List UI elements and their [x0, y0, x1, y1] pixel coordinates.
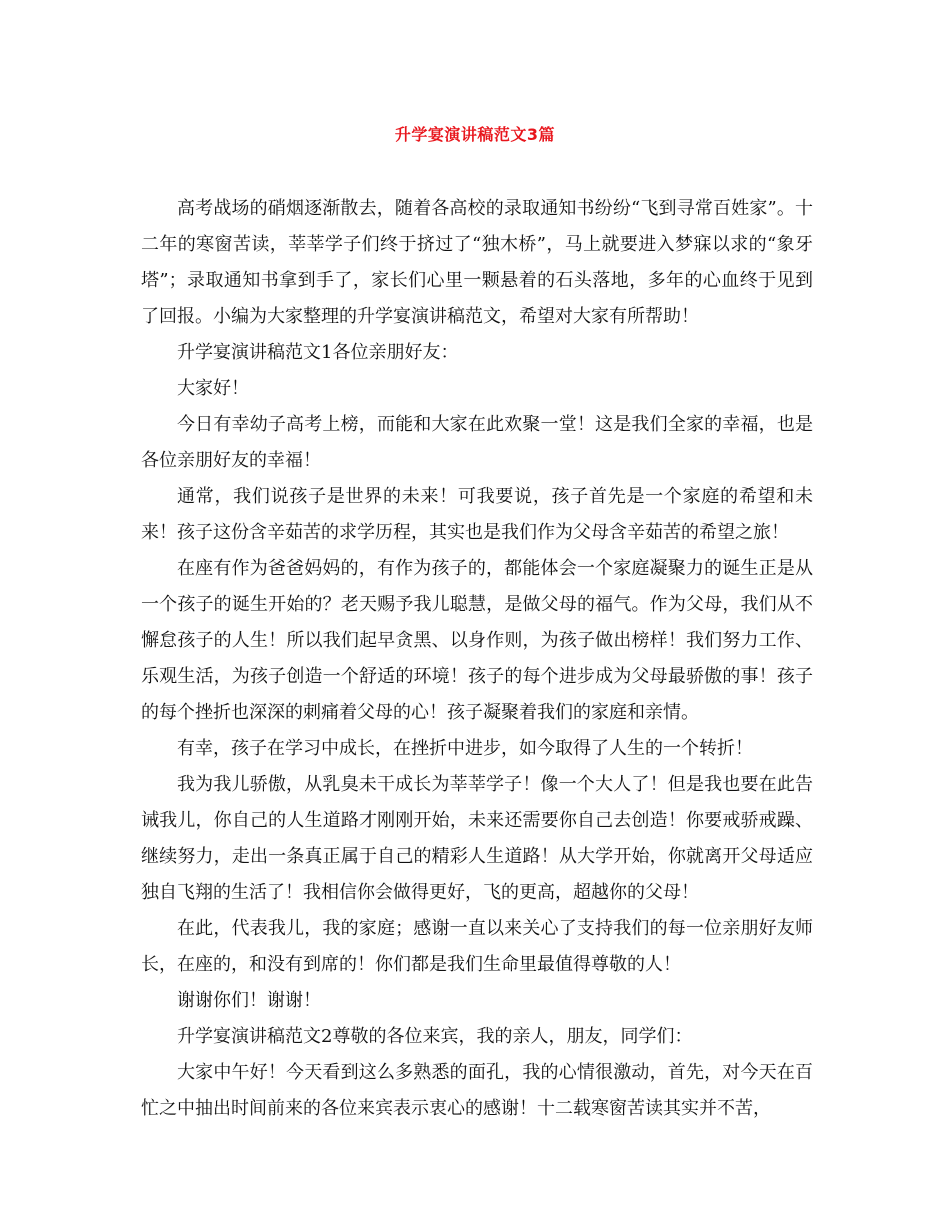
paragraph-speech2-heading: 升学宴演讲稿范文2尊敬的各位来宾，我的亲人，朋友，同学们： [177, 1026, 693, 1047]
paragraph: 在座有作为爸爸妈妈的，有作为孩子的，都能体会一个家庭凝聚力的诞生正是从一个孩子的诞生开始的？老天赐予我儿聪慧，是做父母的福气。作为父母，我们从不懈怠孩子的人生！所以我们起早贪黑、以身作则，为孩子做出榜样！我们努力工作、乐观生活，为孩子创造一个舒适的环境！孩子的每个进步成为父母最骄傲的事！孩子的每个挫折也深深的刺痛着父母的心！孩子凝聚着我们的家庭和亲情。 [141, 558, 813, 723]
paragraph: 大家中午好！今天看到这么多熟悉的面孔，我的心情很激动，首先，对今天在百忙之中抽出时间前来的各位来宾表示衷心的感谢！十二载寒窗苦读其实并不苦， [141, 1062, 813, 1119]
paragraph: 在此，代表我儿，我的家庭；感谢一直以来关心了支持我们的每一位亲朋好友师长，在座的，和没有到席的！你们都是我们生命里最值得尊敬的人！ [141, 918, 813, 975]
paragraph: 我为我儿骄傲，从乳臭未干成长为莘莘学子！像一个大人了！但是我也要在此告诫我儿，你自己的人生道路才刚刚开始，未来还需要你自己去创造！你要戒骄戒躁、继续努力，走出一条真正属于自己的精彩人生道路！从大学开始，你就离开父母适应独自飞翔的生活了！我相信你会做得更好，飞的更高，超越你的父母！ [141, 774, 813, 903]
paragraph: 有幸，孩子在学习中成长，在挫折中进步，如今取得了人生的一个转折！ [177, 738, 753, 759]
paragraph-speech1-heading: 升学宴演讲稿范文1各位亲朋好友： [177, 342, 459, 363]
paragraph-intro: 高考战场的硝烟逐渐散去，随着各高校的录取通知书纷纷“飞到寻常百姓家”。十二年的寒窗苦读，莘莘学子们终于挤过了“独木桥”，马上就要进入梦寐以求的“象牙塔”；录取通知书拿到手了，家长们心里一颗悬着的石头落地，多年的心血终于见到了回报。小编为大家整理的升学宴演讲稿范文，希望对大家有所帮助！ [141, 198, 813, 327]
paragraph: 今日有幸幼子高考上榜，而能和大家在此欢聚一堂！这是我们全家的幸福，也是各位亲朋好友的幸福！ [141, 414, 813, 471]
document-body [141, 191, 813, 1127]
paragraph-thanks: 谢谢你们！谢谢！ [177, 990, 321, 1011]
paragraph-greeting: 大家好！ [177, 378, 249, 399]
document-title: 升学宴演讲稿范文3篇 [394, 125, 556, 144]
paragraph: 通常，我们说孩子是世界的未来！可我要说，孩子首先是一个家庭的希望和未来！孩子这份含辛茹苦的求学历程，其实也是我们作为父母含辛茹苦的希望之旅！ [141, 486, 813, 543]
